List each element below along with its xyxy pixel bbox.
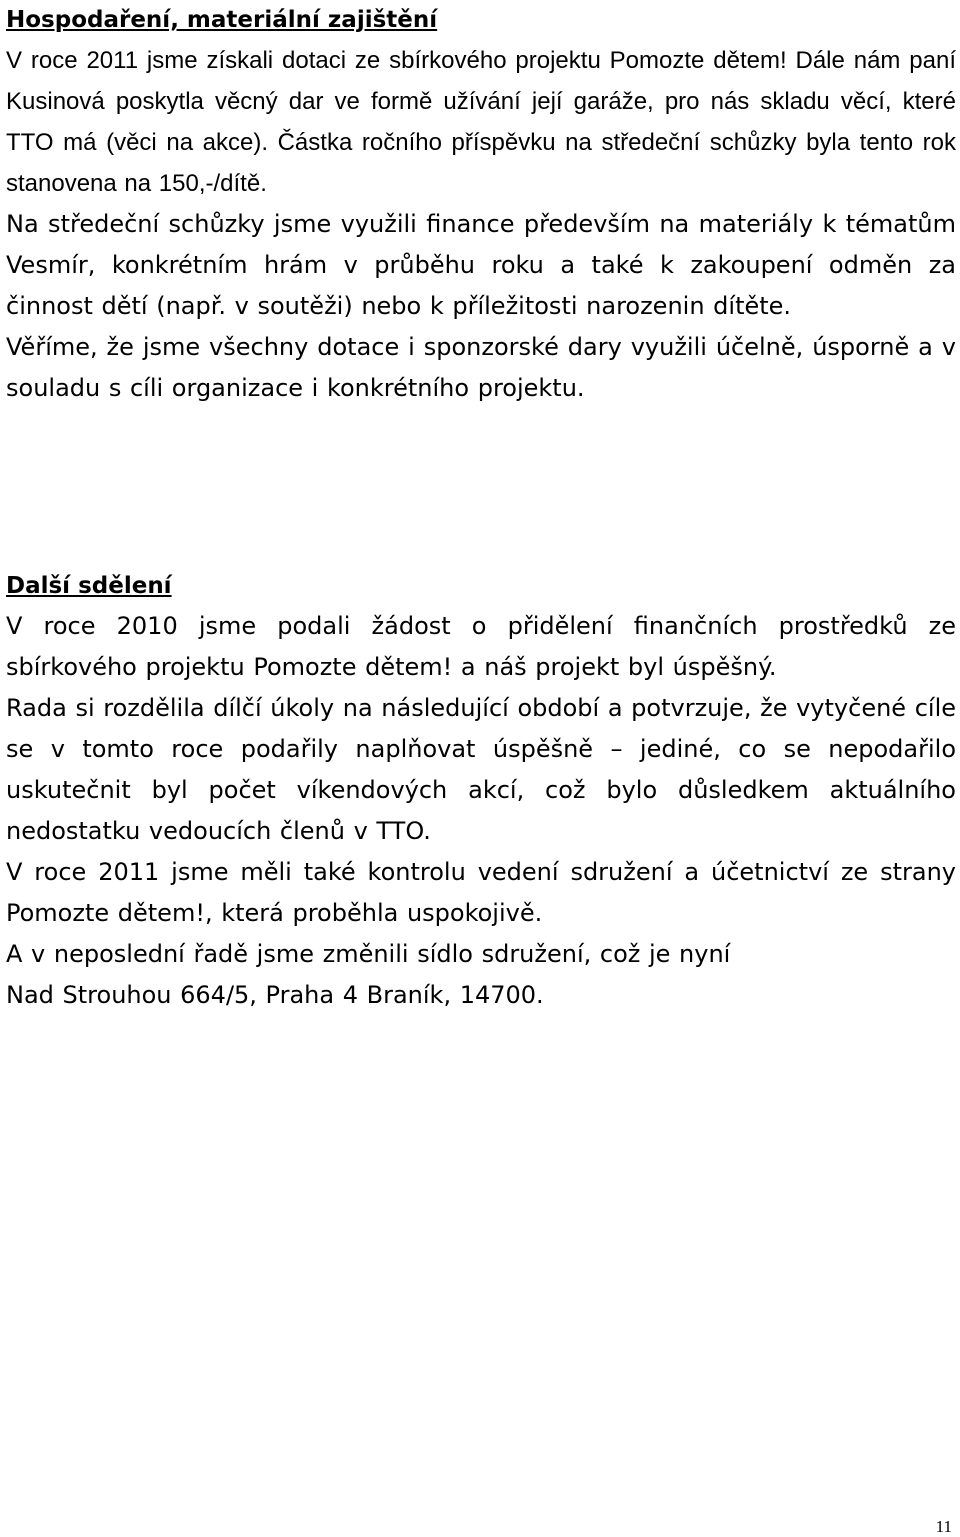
paragraph-economy-3: Věříme, že jsme všechny dotace i sponzorské dary využili účelně, úsporně a v souladu s cíli organizace i konkrétního projektu. xyxy=(6,333,956,402)
section-heading-other: Další sdělení xyxy=(6,573,172,599)
page-number: 11 xyxy=(935,1517,952,1536)
paragraph-economy-2: Na středeční schůzky jsme využili finance především na materiály k tématům Vesmír, konkrétním hrám v průběhu roku a také k zakoupení odměn za činnost dětí (např. v soutěži) nebo k příležitosti narozenin dítěte. xyxy=(6,210,956,320)
section-heading-economy: Hospodaření, materiální zajištění xyxy=(6,7,438,33)
paragraph-economy-1: V roce 2011 jsme získali dotaci ze sbírkového projektu Pomozte dětem! Dále nám paní Kusinová poskytla věcný dar ve formě užívání její garáže, pro nás skladu věcí, které TTO má (věci na akce). Částka ročního příspěvku na středeční schůzky byla tento rok stanovena na 150,-/dítě. xyxy=(6,47,956,197)
address-line: Nad Strouhou 664/5, Praha 4 Braník, 14700. xyxy=(6,981,544,1009)
paragraph-other-1: V roce 2010 jsme podali žádost o přidělení finančních prostředků ze sbírkového projektu Pomozte dětem! a náš projekt byl úspěšný. xyxy=(6,612,956,681)
paragraph-other-4: A v neposlední řadě jsme změnili sídlo sdružení, což je nyní xyxy=(6,940,731,968)
paragraph-other-2: Rada si rozdělila dílčí úkoly na následující období a potvrzuje, že vytyčené cíle se v tomto roce podařily naplňovat úspěšně – jediné, co se nepodařilo uskutečnit byl počet víkendových akcí, což bylo důsledkem aktuálního nedostatku vedoucích členů v TTO. xyxy=(6,694,956,845)
section-economy xyxy=(6,0,956,409)
paragraph-other-3: V roce 2011 jsme měli také kontrolu vedení sdružení a účetnictví ze strany Pomozte dětem!, která proběhla uspokojivě. xyxy=(6,858,956,927)
section-other xyxy=(6,566,956,1016)
